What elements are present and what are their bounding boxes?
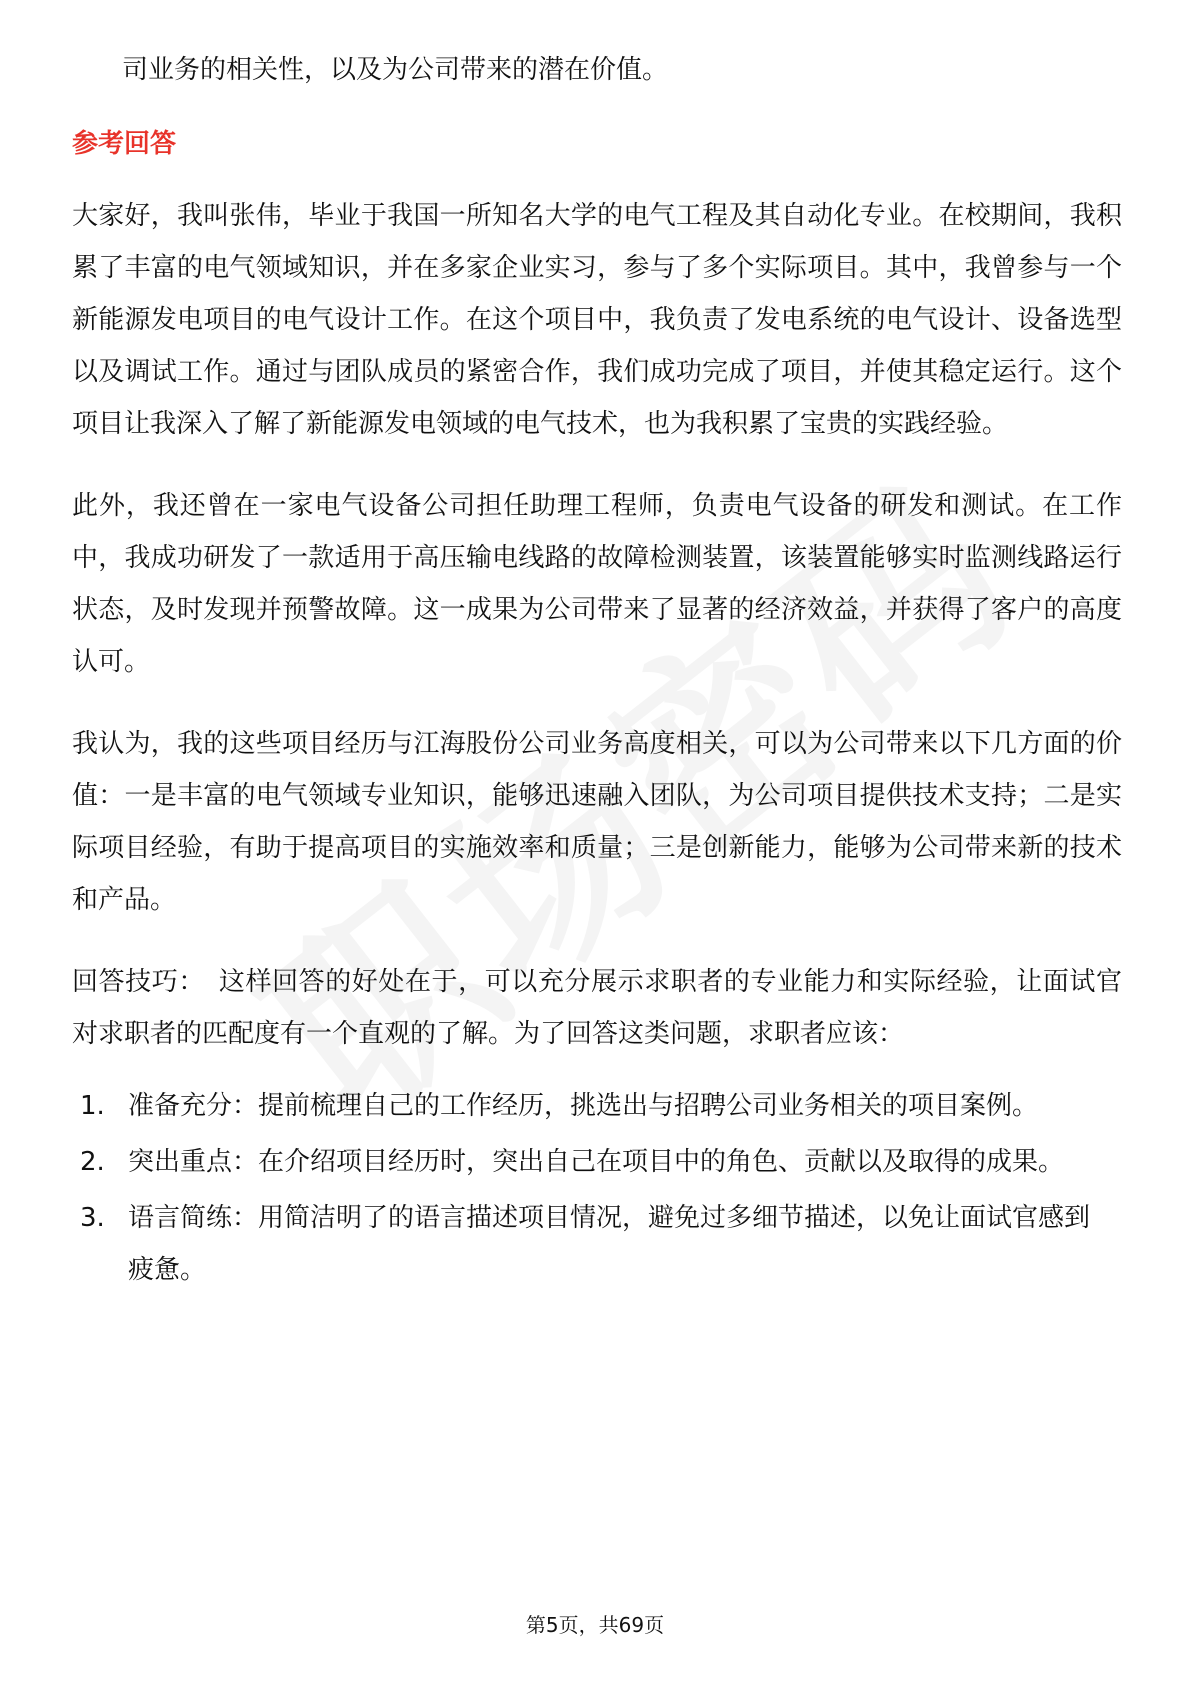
list-item-text: 语言简练：用简洁明了的语言描述项目情况，避免过多细节描述，以免让面试官感到疲惫。 <box>128 1203 1091 1285</box>
list-item-number: 1. <box>80 1091 105 1121</box>
list-item <box>72 1080 1122 1132</box>
list-item-text: 突出重点：在介绍项目经历时，突出自己在项目中的角色、贡献以及取得的成果。 <box>128 1147 1065 1177</box>
continuation-text: 司业务的相关性，以及为公司带来的潜在价值。 <box>122 55 669 85</box>
page-number: 第5页，共69页 <box>525 1613 665 1637</box>
section-heading: 参考回答 <box>72 129 177 159</box>
answer-paragraph-1: 大家好，我叫张伟，毕业于我国一所知名大学的电气工程及其自动化专业。在校期间，我积累了丰富的电气领域知识，并在多家企业实习，参与了多个实际项目。其中，我曾参与一个新能源发电项目的电气设计工作。在这个项目中，我负责了发电系统的电气设计、设备选型以及调试工作。通过与团队成员的紧密合作，我们成功完成了项目，并使其稳定运行。这个项目让我深入了解了新能源发电领域的电气技术，也为我积累了宝贵的实践经验。 <box>72 201 1122 439</box>
list-item-number: 3. <box>80 1203 105 1233</box>
list-item <box>72 1136 1122 1188</box>
list-item-text: 准备充分：提前梳理自己的工作经历，挑选出与招聘公司业务相关的项目案例。 <box>128 1091 1039 1121</box>
list-item <box>72 1192 1122 1296</box>
tips-list <box>72 1080 1122 1296</box>
answer-paragraph-3: 我认为，我的这些项目经历与江海股份公司业务高度相关，可以为公司带来以下几方面的价值：一是丰富的电气领域专业知识，能够迅速融入团队，为公司项目提供技术支持；二是实际项目经验，有助于提高项目的实施效率和质量；三是创新能力，能够为公司带来新的技术和产品。 <box>72 729 1122 915</box>
list-item-number: 2. <box>80 1147 105 1177</box>
tips-paragraph <box>72 956 1122 1060</box>
answer-paragraph-2: 此外，我还曾在一家电气设备公司担任助理工程师，负责电气设备的研发和测试。在工作中，我成功研发了一款适用于高压输电线路的故障检测装置，该装置能够实时监测线路运行状态，及时发现并预警故障。这一成果为公司带来了显著的经济效益，并获得了客户的高度认可。 <box>72 491 1122 677</box>
tips-text: 这样回答的好处在于，可以充分展示求职者的专业能力和实际经验，让面试官对求职者的匹配度有一个直观的了解。为了回答这类问题，求职者应该： <box>72 967 1122 1049</box>
document-body <box>72 44 1122 1300</box>
tips-label: 回答技巧： <box>72 967 205 997</box>
